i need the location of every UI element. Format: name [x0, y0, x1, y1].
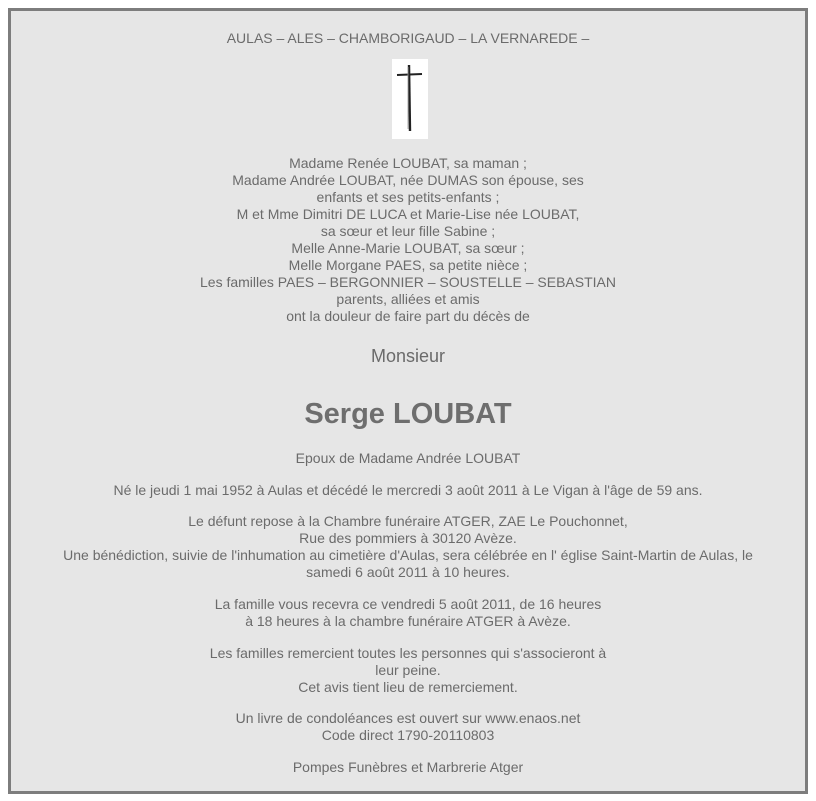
ceremony-line-1: Le défunt repose à la Chambre funéraire ATGER, ZAE Le Pouchonnet,	[188, 513, 628, 529]
family-line-7: Melle Morgane PAES, sa petite nièce ;	[288, 257, 528, 273]
ceremony-line-4: samedi 6 août 2011 à 10 heures.	[306, 564, 510, 580]
family-line-1: Madame Renée LOUBAT, sa maman ;	[289, 155, 527, 171]
funeral-home: Pompes Funèbres et Marbrerie Atger	[292, 759, 524, 775]
dates-line: Né le jeudi 1 mai 1952 à Aulas et décédé le mercredi 3 août 2011 à Le Vigan à l'âge de 59 ans.	[113, 482, 703, 498]
family-line-8: Les familles PAES – BERGONNIER – SOUSTELLE – SEBASTIAN	[200, 274, 616, 290]
family-line-3: enfants et ses petits-enfants ;	[316, 189, 500, 205]
family-line-10: ont la douleur de faire part du décès de	[286, 308, 530, 324]
family-line-4: M et Mme Dimitri DE LUCA et Marie-Lise née LOUBAT,	[236, 206, 580, 222]
thanks-line-2: leur peine.	[375, 662, 441, 678]
thanks-line-1: Les familles remercient toutes les personnes qui s'associeront à	[209, 645, 607, 661]
title-monsieur: Monsieur	[370, 346, 446, 366]
cross-icon	[392, 59, 428, 139]
reception-line-1: La famille vous recevra ce vendredi 5 août 2011, de 16 heures	[214, 596, 602, 612]
spouse-line: Epoux de Madame Andrée LOUBAT	[295, 450, 521, 466]
family-line-9: parents, alliées et amis	[336, 291, 480, 307]
obituary-notice	[8, 8, 808, 794]
thanks-line-3: Cet avis tient lieu de remerciement.	[298, 679, 518, 695]
deceased-name: Serge LOUBAT	[304, 398, 512, 430]
reception-line-2: à 18 heures à la chambre funéraire ATGER à Avèze.	[245, 613, 571, 629]
family-line-2: Madame Andrée LOUBAT, née DUMAS son épouse, ses	[232, 172, 584, 188]
ceremony-line-3: Une bénédiction, suivie de l'inhumation au cimetière d'Aulas, sera célébrée en l' église Saint-Martin de Aulas, le	[63, 547, 753, 563]
condolences-code: Code direct 1790-20110803	[321, 727, 495, 743]
ceremony-line-2: Rue des pommiers à 30120 Avèze.	[299, 530, 517, 546]
family-line-5: sa sœur et leur fille Sabine ;	[320, 223, 496, 239]
condolences-line-1: Un livre de condoléances est ouvert sur www.enaos.net	[235, 710, 581, 726]
header-places: AULAS – ALES – CHAMBORIGAUD – LA VERNAREDE –	[226, 30, 590, 46]
family-line-6: Melle Anne-Marie LOUBAT, sa sœur ;	[291, 240, 525, 256]
